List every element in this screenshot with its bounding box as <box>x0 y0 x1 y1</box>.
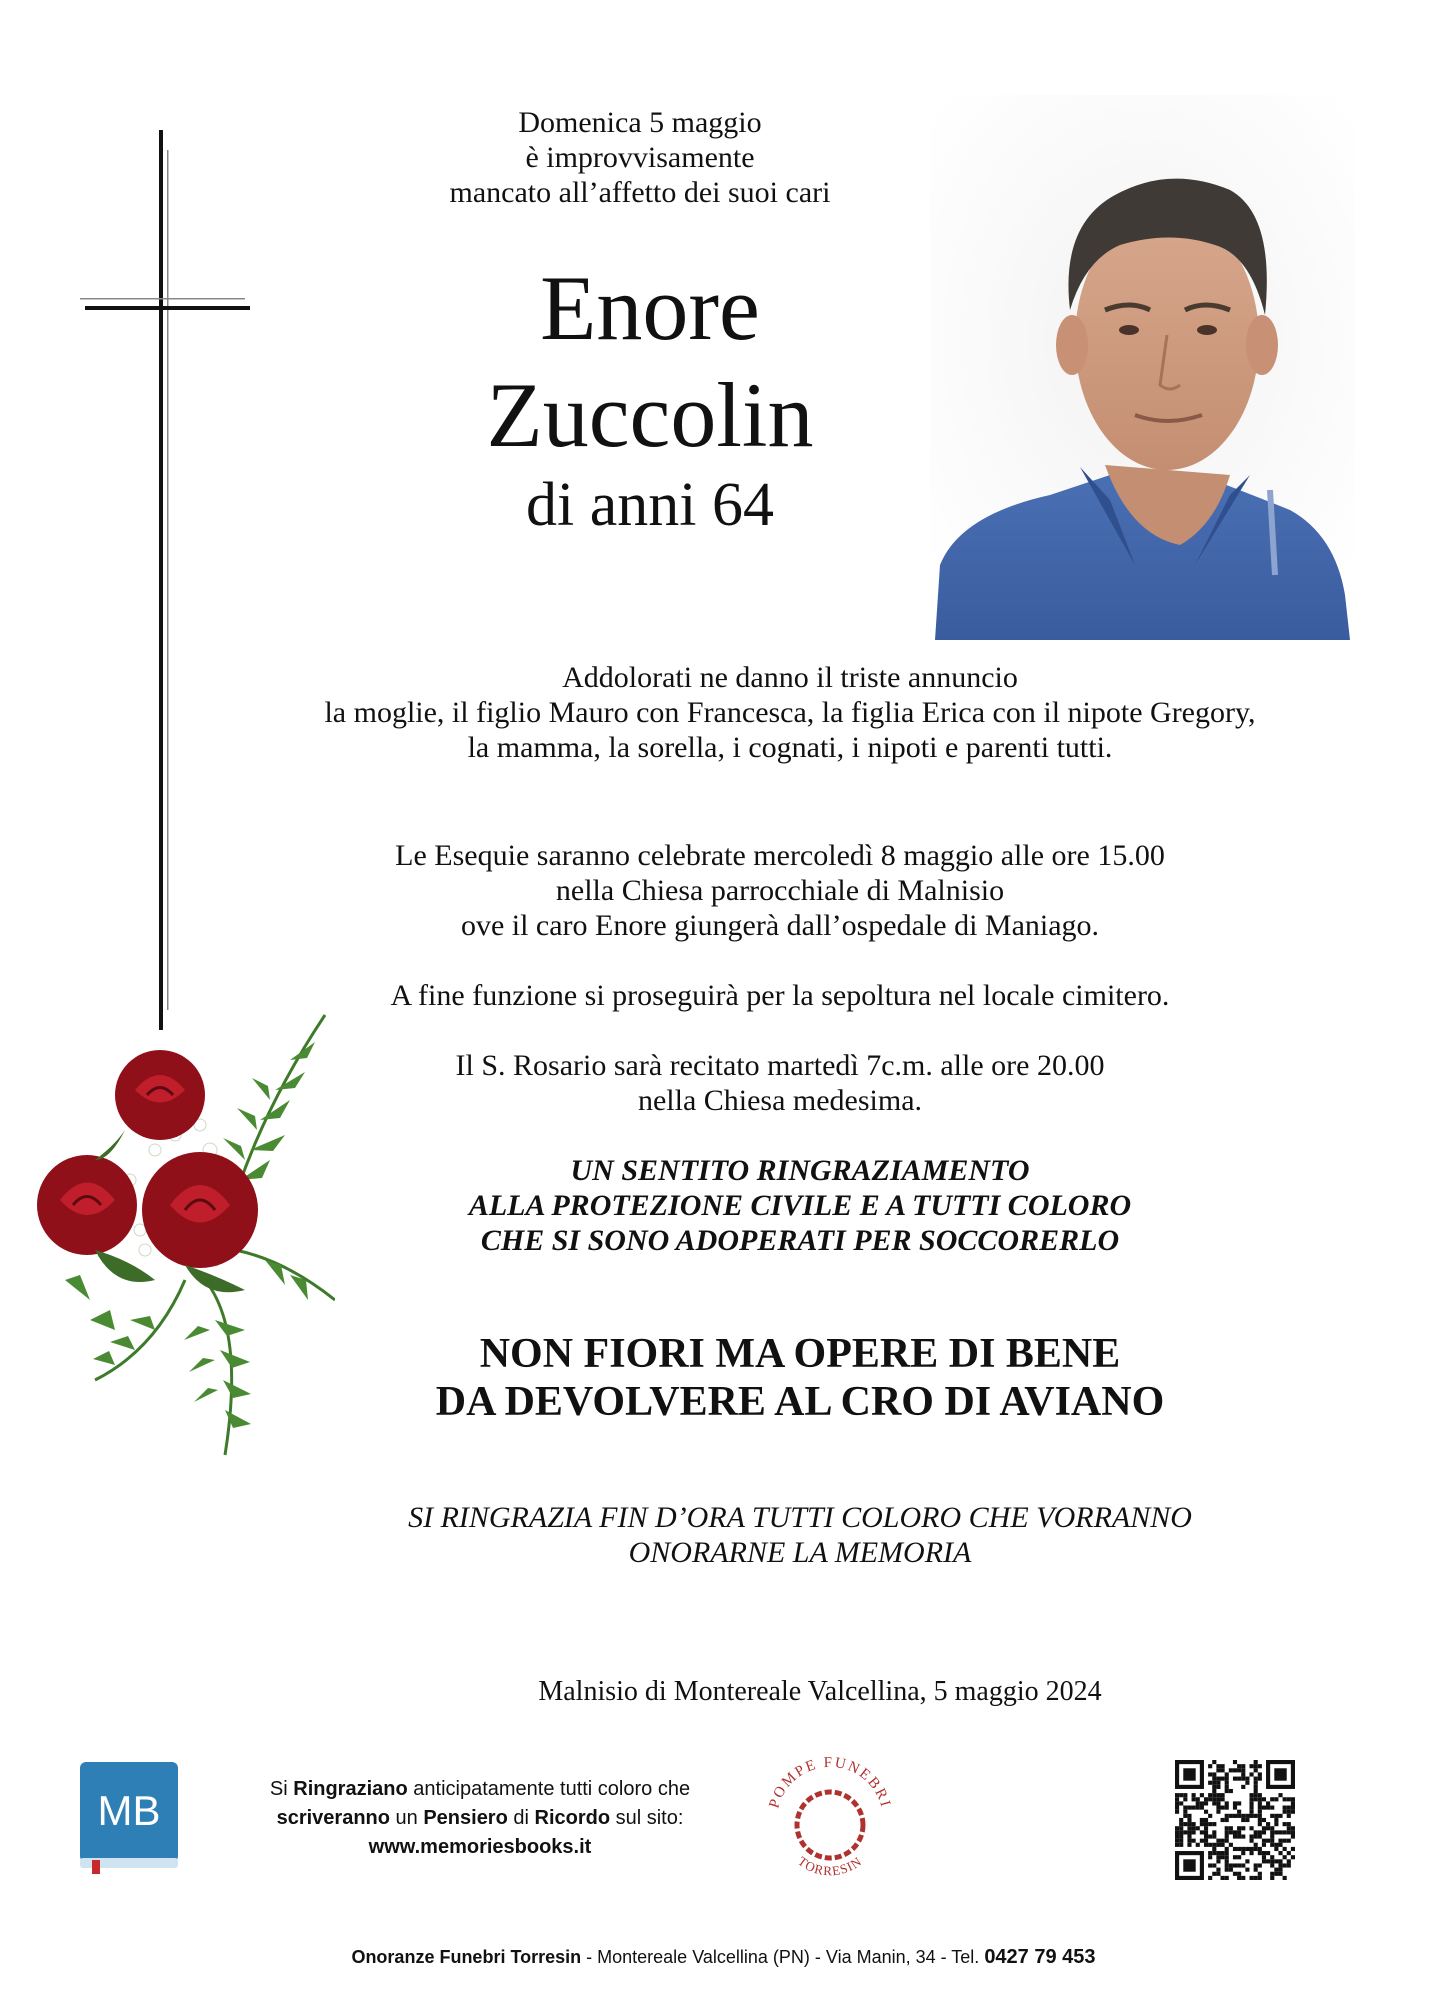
no-flowers-text <box>300 1330 1300 1426</box>
closing-thanks-line: SI RINGRAZIA FIN D’ORA TUTTI COLORO CHE VORRANNO <box>408 1501 1192 1534</box>
announcement-text <box>240 660 1340 765</box>
footer-address: - Montereale Valcellina (PN) - Via Manin, 34 - Tel. <box>581 1947 985 1967</box>
rosary-line: Il S. Rosario sarà recitato martedì 7c.m. alle ore 20.00 <box>455 1049 1105 1082</box>
funeral-line: nella Chiesa parrocchiale di Malnisio <box>555 874 1005 907</box>
announcement-line: la mamma, la sorella, i cognati, i nipoti e parenti tutti. <box>467 731 1113 764</box>
special-thanks-line: ALLA PROTEZIONE CIVILE E A TUTTI COLORO <box>468 1189 1132 1222</box>
age-text: di anni 64 <box>526 471 774 539</box>
agency-logo-top-text: POMPE FUNEBRI <box>766 1754 894 1811</box>
no-flowers-line: DA DEVOLVERE AL CRO DI AVIANO <box>435 1379 1165 1425</box>
memories-url[interactable]: www.memoriesbooks.it <box>368 1836 592 1858</box>
cross-icon <box>75 130 255 1030</box>
memoriesbooks-logo-icon <box>78 1760 183 1875</box>
announcement-line: Addolorati ne danno il triste annuncio <box>562 661 1018 694</box>
burial-text: A fine funzione si proseguirà per la sepoltura nel locale cimitero. <box>390 979 1170 1012</box>
intro-line: Domenica 5 maggio <box>518 106 762 139</box>
closing-thanks-text <box>300 1500 1300 1570</box>
funeral-text <box>330 838 1230 943</box>
rosary-line: nella Chiesa medesima. <box>637 1084 923 1117</box>
agency-wreath-logo <box>755 1745 905 1895</box>
place-date: Malnisio di Montereale Valcellina, 5 maggio 2024 <box>538 1676 1102 1707</box>
closing-thanks-line: ONORARNE LA MEMORIA <box>628 1536 972 1569</box>
mb-logo-text: MB <box>97 1787 161 1834</box>
special-thanks-line: CHE SI SONO ADOPERATI PER SOCCORERLO <box>480 1224 1120 1257</box>
intro-text <box>380 105 900 210</box>
announcement-line: la moglie, il figlio Mauro con Francesca, la figlia Erica con il nipote Gregory, <box>324 696 1256 729</box>
rosary-text <box>330 1048 1230 1118</box>
footer-phone[interactable]: 0427 79 453 <box>984 1946 1096 1968</box>
portrait-photo <box>930 95 1355 640</box>
first-name: Enore <box>540 257 760 359</box>
qr-code-icon[interactable] <box>1175 1760 1295 1880</box>
memories-message: Si Ringraziano anticipatamente tutti coloro che scriveranno un Pensiero di Ricordo sul sito: www.memoriesbooks.it <box>195 1775 765 1862</box>
agency-logo-bottom-text: TORRESIN <box>795 1853 865 1879</box>
funeral-line: ove il caro Enore giungerà dall’ospedale di Maniago. <box>460 909 1100 942</box>
roses-bouquet-image <box>35 1000 335 1460</box>
no-flowers-line: NON FIORI MA OPERE DI BENE <box>479 1331 1121 1377</box>
intro-line: mancato all’affetto dei suoi cari <box>449 176 831 209</box>
special-thanks-line: UN SENTITO RINGRAZIAMENTO <box>570 1154 1030 1187</box>
last-name: Zuccolin <box>486 364 814 466</box>
intro-line: è improvvisamente <box>525 141 755 174</box>
special-thanks-text <box>300 1153 1300 1258</box>
footer <box>0 1945 1447 1969</box>
funeral-line: Le Esequie saranno celebrate mercoledì 8 maggio alle ore 15.00 <box>395 839 1165 872</box>
footer-agency: Onoranze Funebri Torresin <box>351 1947 582 1967</box>
